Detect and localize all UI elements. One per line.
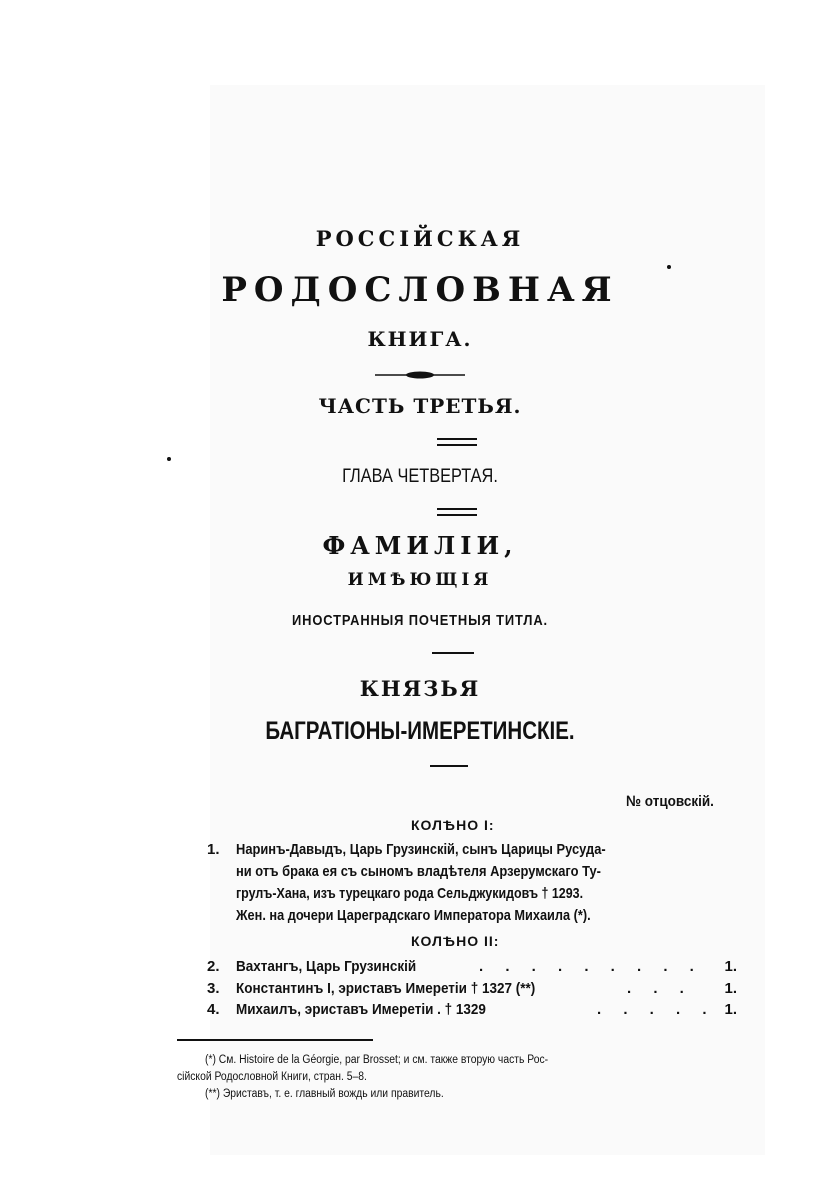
chapter-heading: ГЛАВА ЧЕТВЕРТАЯ. (342, 466, 498, 487)
entry-text-line: ни отъ брака ея съ сыномъ владѣтеля Арзерумскаго Ту- (236, 863, 601, 880)
section-title-line-2: ИМѢЮЩІЯ (347, 570, 493, 590)
entry-text-line: Жен. на дочери Цареградскаго Императора Михаила (*). (236, 907, 591, 924)
section-title-line-3: ИНОСТРАННЫЯ ПОЧЕТНЫЯ ТИТЛА. (292, 612, 548, 629)
entry-number: 1. (207, 841, 220, 858)
entry-text-line: Наринъ-Давыдъ, Царь Грузинскій, сынъ Царицы Русуда- (236, 841, 606, 858)
row-reference: 1. (724, 1001, 737, 1018)
title-line-2: РОДОСЛОВНАЯ (221, 270, 619, 310)
family-title-line-2: БАГРАТІОНЫ-ИМЕРЕТИНСКІЕ. (265, 717, 575, 745)
row-text: Михаилъ, эриставъ Имеретіи . † 1329 (236, 1001, 486, 1018)
row-reference: 1. (724, 980, 737, 997)
title-line-3: КНИГА. (367, 327, 473, 351)
row-number: 2. (207, 958, 220, 975)
row-number: 3. (207, 980, 220, 997)
footnote-1-line-2: сійской Родословной Книги, стран. 5–8. (177, 1071, 367, 1083)
footnote-rule (177, 1039, 373, 1041)
ornament-divider (375, 370, 465, 380)
genealogy-row (207, 958, 737, 980)
short-rule (432, 652, 474, 654)
family-title-line-1: КНЯЗЬЯ (359, 676, 481, 701)
part-heading: ЧАСТЬ ТРЕТЬЯ. (318, 394, 522, 418)
row-number: 4. (207, 1001, 220, 1018)
generation-1-label: КОЛѢНО I: (411, 817, 495, 833)
leader-dots: . . . (627, 980, 693, 997)
column-header: № отцовскій. (626, 793, 714, 810)
genealogy-row (207, 980, 737, 1002)
short-rule (430, 765, 468, 767)
row-reference: 1. (724, 958, 737, 975)
footnote-1-line-1: (*) См. Histoire de la Géorgie, par Brosset; и см. также вторую часть Рос- (205, 1054, 549, 1066)
title-line-1: РОССІЙСКАЯ (315, 226, 525, 251)
row-text: Константинъ I, эриставъ Имеретіи † 1327 (**) (236, 980, 536, 997)
entry-text-line: грулъ-Хана, изъ турецкаго рода Сельджукидовъ † 1293. (236, 885, 584, 902)
genealogy-row (207, 1001, 737, 1023)
print-speck (167, 457, 171, 461)
section-title-line-1: ФАМИЛІИ, (322, 531, 518, 560)
leader-dots: . . . . . (597, 1001, 716, 1018)
print-speck (667, 265, 671, 269)
generation-2-label: КОЛѢНО II: (411, 933, 500, 949)
double-rule (437, 508, 477, 516)
row-text: Вахтангъ, Царь Грузинскій (236, 958, 417, 975)
double-rule (437, 438, 477, 446)
footnote-2: (**) Эриставъ, т. е. главный вождь или правитель. (205, 1088, 444, 1100)
leader-dots: . . . . . . . . . (479, 958, 703, 975)
